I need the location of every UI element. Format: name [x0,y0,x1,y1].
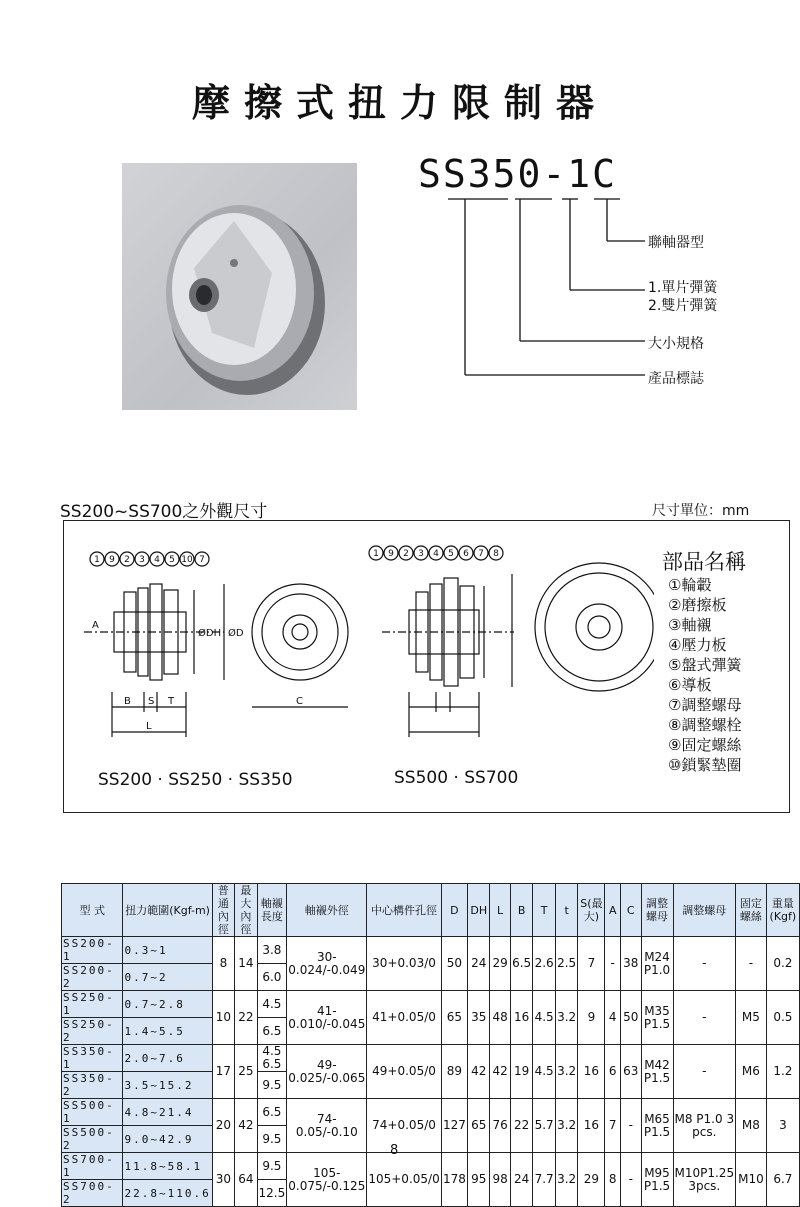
table-cell: 6.5 [510,937,533,991]
table-header: 重量(Kgf) [766,884,799,937]
callout-l-5: 4 [154,555,160,565]
table-cell: SS350-2 [62,1072,123,1099]
callout-l-7: 10 [181,555,193,565]
part-item: ③軸襯 [668,616,712,634]
table-cell: 17 [212,1045,234,1099]
table-cell: - [620,1099,641,1153]
callout-r-2: 9 [388,549,394,559]
callout-r-5: 4 [433,549,439,559]
model-code-lines [440,195,780,395]
part-item: ⑧調整螺栓 [668,716,742,734]
model-code: SS350-1C [418,152,618,196]
table-cell: 9.5 [257,1072,287,1099]
table-cell: 127 [441,1099,467,1153]
table-header: t [555,884,578,937]
table-cell: 49+0.05/0 [367,1045,441,1099]
table-cell: 98 [490,1153,511,1207]
table-row [62,991,800,1018]
table-cell: 7.7 [533,1153,556,1207]
table-header: B [510,884,533,937]
table-cell: 4.5 [533,991,556,1045]
table-cell: 95 [468,1153,490,1207]
table-cell: 3.8 [257,937,287,964]
callout-l-1: 1 [94,555,100,565]
table-header: 調整螺母 [641,884,673,937]
table-cell: 22.8~110.6 [123,1180,212,1207]
table-cell: SS250-2 [62,1018,123,1045]
parts-title: 部品名稱 [662,550,746,574]
table-cell: 9 [578,991,605,1045]
table-cell: 4.5 [257,991,287,1018]
table-cell: 30+0.03/0 [367,937,441,991]
table-cell: 9.0~42.9 [123,1126,212,1153]
table-cell: 4.8~21.4 [123,1099,212,1126]
table-cell: SS200-2 [62,964,123,991]
part-item: ⑥導板 [668,676,712,694]
table-cell: M6 [736,1045,767,1099]
table-cell: 30-0.024/-0.049 [287,937,367,991]
table-cell: 48 [490,991,511,1045]
table-cell: 105+0.05/0 [367,1153,441,1207]
table-cell: 4 [605,991,621,1045]
table-cell: 65 [441,991,467,1045]
table-header: 固定螺絲 [736,884,767,937]
table-header: 調整螺母 [673,884,736,937]
table-cell: 22 [510,1099,533,1153]
table-cell: 6.5 [257,1099,287,1126]
table-cell: SS700-2 [62,1180,123,1207]
legend-size: 大小規格 [648,336,704,352]
table-cell: 16 [510,991,533,1045]
table-cell: 74+0.05/0 [367,1099,441,1153]
table-cell: 42 [468,1045,490,1099]
table-cell: 42 [490,1045,511,1099]
part-item: ⑦調整螺母 [668,696,742,714]
table-cell: 0.5 [766,991,799,1045]
table-cell: M95 P1.5 [641,1153,673,1207]
dim-a: A [92,620,99,631]
table-cell: 6 [605,1045,621,1099]
table-cell: 19 [510,1045,533,1099]
table-cell: 0.2 [766,937,799,991]
callout-r-9: 8 [493,549,499,559]
table-header: 普通內徑 [212,884,234,937]
table-cell: 6.5 [257,1018,287,1045]
table-cell: M8 P1.0 3 pcs. [673,1099,736,1153]
table-cell: 89 [441,1045,467,1099]
table-cell: 24 [510,1153,533,1207]
table-cell: 3.2 [555,1153,578,1207]
table-cell: 25 [235,1045,257,1099]
table-cell: 5.7 [533,1099,556,1153]
table-cell: 38 [620,937,641,991]
table-cell: 64 [235,1153,257,1207]
table-header: 軸襯長度 [257,884,287,937]
dim-l: L [146,721,152,732]
callout-r-7: 6 [463,549,469,559]
spec-table [61,883,800,1207]
table-header: L [490,884,511,937]
legend-brand: 產品標誌 [648,371,704,387]
table-cell: 0.7~2 [123,964,212,991]
table-cell: SS500-2 [62,1126,123,1153]
table-header: 最大內徑 [235,884,257,937]
dim-s: S [148,696,155,707]
table-cell: 0.3~1 [123,937,212,964]
table-cell: 7 [605,1099,621,1153]
callout-r-1: 1 [373,549,379,559]
table-cell: 1.4~5.5 [123,1018,212,1045]
table-cell: 41-0.010/-0.045 [287,991,367,1045]
table-cell: SS500-1 [62,1099,123,1126]
table-cell: 49-0.025/-0.065 [287,1045,367,1099]
table-header: 軸襯外徑 [287,884,367,937]
table-row [62,1153,800,1180]
table-header: DH [468,884,490,937]
callout-r-3: 2 [403,549,409,559]
table-cell: 6.7 [766,1153,799,1207]
table-cell: 16 [578,1045,605,1099]
part-item: ④壓力板 [668,636,727,654]
table-cell: 16 [578,1099,605,1153]
product-photo [122,163,357,410]
table-header: 扭力範圍(Kgf-m) [123,884,212,937]
table-cell: 24 [468,937,490,991]
unit-label: 尺寸單位：mm [652,503,750,519]
dim-t: T [168,696,175,707]
table-cell: SS200-1 [62,937,123,964]
table-cell: 3.5~15.2 [123,1072,212,1099]
section-title: SS200~SS700之外觀尺寸 [60,502,268,522]
table-cell: 8 [605,1153,621,1207]
table-cell: 3.2 [555,1099,578,1153]
part-item: ⑤盤式彈簧 [668,656,742,674]
table-header: C [620,884,641,937]
table-row [62,1099,800,1126]
table-cell: 8 [212,937,234,991]
callout-l-3: 2 [124,555,130,565]
table-cell: 65 [468,1099,490,1153]
part-item: ①輪轂 [668,576,712,594]
table-cell: 105-0.075/-0.125 [287,1153,367,1207]
table-cell: 42 [235,1099,257,1153]
table-cell: 63 [620,1045,641,1099]
table-cell: 0.7~2.8 [123,991,212,1018]
page-number: 8 [390,1143,399,1158]
table-cell: M8 [736,1099,767,1153]
table-row [62,937,800,964]
table-cell: SS350-1 [62,1045,123,1072]
table-cell: 3.2 [555,991,578,1045]
table-cell: 3.2 [555,1045,578,1099]
table-cell: 74-0.05/-0.10 [287,1099,367,1153]
table-cell: - [673,937,736,991]
part-item: ⑨固定螺絲 [668,736,742,754]
table-cell: 35 [468,991,490,1045]
table-cell: M10 [736,1153,767,1207]
table-cell: M42 P1.5 [641,1045,673,1099]
table-cell: SS700-1 [62,1153,123,1180]
callout-l-6: 5 [169,555,175,565]
table-cell: 6.0 [257,964,287,991]
callout-l-4: 3 [139,555,145,565]
table-cell: - [736,937,767,991]
table-cell: - [673,991,736,1045]
part-item: ⑩鎖緊墊圈 [668,756,742,774]
table-header: T [533,884,556,937]
table-cell: 178 [441,1153,467,1207]
table-header: 中心構件孔徑 [367,884,441,937]
table-header: A [605,884,621,937]
table-cell: 3 [766,1099,799,1153]
table-cell: 29 [578,1153,605,1207]
callout-r-6: 5 [448,549,454,559]
table-cell: 10 [212,991,234,1045]
page-title: 摩擦式扭力限制器 [191,81,608,125]
table-cell: M35 P1.5 [641,991,673,1045]
table-row [62,1045,800,1072]
callout-r-8: 7 [478,549,484,559]
callout-l-8: 7 [199,555,205,565]
legend-single: 1.單片彈簧 [648,280,718,296]
legend-coupling: 聯軸器型 [648,235,704,251]
table-cell: 29 [490,937,511,991]
dim-c: C [296,696,303,707]
parts-list [668,575,741,775]
table-cell: 7 [578,937,605,991]
dim-b: B [124,696,131,707]
table-cell: 4.5 6.5 [257,1045,287,1072]
table-cell: M5 [736,991,767,1045]
table-cell: 50 [620,991,641,1045]
legend-double: 2.雙片彈簧 [648,298,718,314]
callout-l-2: 9 [109,555,115,565]
dim-d: ØD [228,628,244,639]
caption-right: SS500 · SS700 [394,768,519,788]
dim-dh: ØDH [198,628,222,639]
table-cell: 2.6 [533,937,556,991]
table-cell: 2.5 [555,937,578,991]
table-cell: 2.0~7.6 [123,1045,212,1072]
table-cell: 76 [490,1099,511,1153]
caption-left: SS200 · SS250 · SS350 [98,770,293,790]
table-cell: M65 P1.5 [641,1099,673,1153]
table-cell: 30 [212,1153,234,1207]
table-cell: 12.5 [257,1180,287,1207]
table-header: S(最大) [578,884,605,937]
table-cell: 11.8~58.1 [123,1153,212,1180]
table-cell: M10P1.25 3pcs. [673,1153,736,1207]
table-cell: - [620,1153,641,1207]
table-cell: 41+0.05/0 [367,991,441,1045]
table-cell: 1.2 [766,1045,799,1099]
table-cell: M24 P1.0 [641,937,673,991]
table-cell: 14 [235,937,257,991]
table-cell: 9.5 [257,1153,287,1180]
dimension-drawings [64,522,654,812]
table-cell: 50 [441,937,467,991]
table-cell: 20 [212,1099,234,1153]
table-cell: 9.5 [257,1126,287,1153]
table-header: 型 式 [62,884,123,937]
table-cell: 22 [235,991,257,1045]
table-cell: SS250-1 [62,991,123,1018]
table-cell: 4.5 [533,1045,556,1099]
table-header: D [441,884,467,937]
table-cell: - [605,937,621,991]
callout-r-4: 3 [418,549,424,559]
table-cell: - [673,1045,736,1099]
part-item: ②磨擦板 [668,596,727,614]
